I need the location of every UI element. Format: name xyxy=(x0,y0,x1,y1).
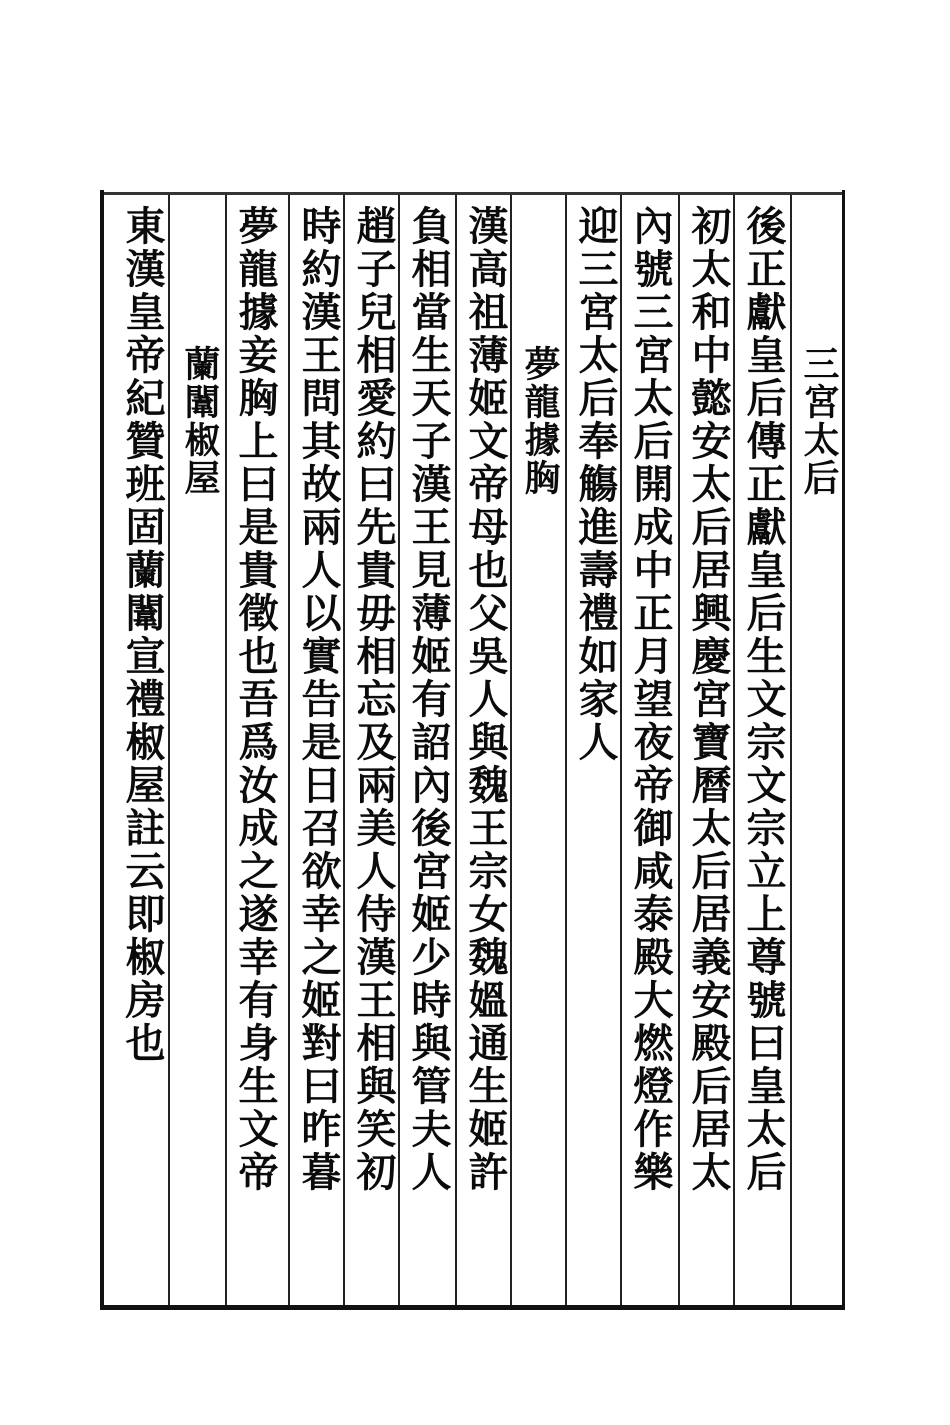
text-column-6: 負相當生天子漢王見薄姬有詔內後宮姬少時與管夫人 xyxy=(405,205,452,1194)
text-column-3: 內號三宮太后開成中正月望夜帝御咸泰殿大燃燈作樂 xyxy=(627,205,674,1194)
text-column-8: 時約漢王問其故兩人以實告是日召欲幸之姬對曰昨暮 xyxy=(295,205,342,1194)
column-rule xyxy=(678,195,680,1305)
column-rule xyxy=(790,195,792,1305)
text-column-1: 後正獻皇后傳正獻皇后生文宗文宗立上尊號曰皇太后 xyxy=(740,205,787,1194)
section-heading-meng-long-ju-xiong: 夢龍據胸 xyxy=(519,345,561,497)
text-column-5: 漢高祖薄姬文帝母也父吳人與魏王宗女魏媼通生姬許 xyxy=(462,205,509,1194)
text-column-2: 初太和中懿安太后居興慶宮寶曆太后居義安殿后居太 xyxy=(685,205,732,1194)
text-column-10: 東漢皇帝紀贊班固蘭闈宣禮椒屋註云即椒房也 xyxy=(119,205,166,1065)
section-heading-san-gong-tai-hou: 三宮太后 xyxy=(798,345,840,497)
text-column-4: 迎三宮太后奉觴進壽禮如家人 xyxy=(572,205,619,764)
section-heading-lan-wei-jiao-wu: 蘭闈椒屋 xyxy=(179,345,221,497)
column-rule xyxy=(455,195,457,1305)
text-column-7: 趙子兒相愛約曰先貴毋相忘及兩美人侍漢王相與笑初 xyxy=(350,205,397,1194)
column-rule xyxy=(168,195,170,1305)
column-rule xyxy=(288,195,290,1305)
text-column-9: 夢龍據妾胸上曰是貴徵也吾爲汝成之遂幸有身生文帝 xyxy=(232,205,279,1194)
